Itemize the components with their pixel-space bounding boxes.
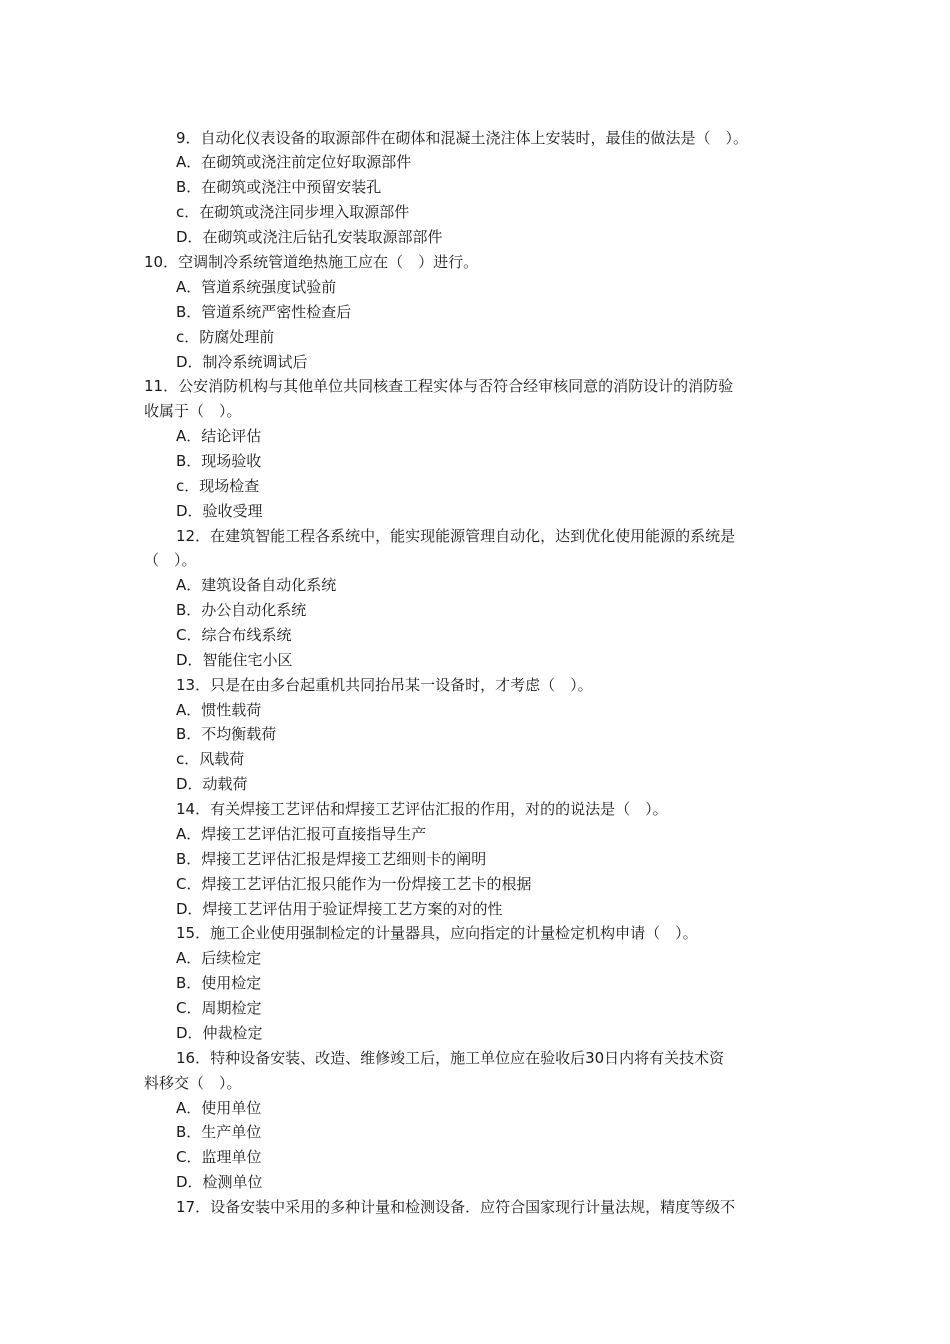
question-13-stem: 13．只是在由多台起重机共同抬吊某一设备时，才考虑（ ）。: [176, 676, 593, 694]
question-13-option-b: B．不均衡载荷: [176, 725, 277, 743]
question-9-option-c: c．在砌筑或浇注同步埋入取源部件: [176, 203, 410, 221]
question-15-option-b: B．使用检定: [176, 974, 262, 992]
question-10-stem: 10．空调制冷系统管道绝热施工应在（ ）进行。: [144, 253, 479, 271]
question-11-stem: 11．公安消防机构与其他单位共同核查工程实体与否符合经审核同意的消防设计的消防验: [144, 377, 734, 395]
question-10-option-b: B．管道系统严密性检查后: [176, 303, 352, 321]
question-17-stem: 17．设备安装中采用的多种计量和检测设备．应符合国家现行计量法规，精度等级不: [176, 1198, 736, 1216]
question-11-option-c: c．现场检查: [176, 477, 260, 495]
question-11-stem-cont: 收属于（ ）。: [144, 402, 242, 420]
question-16-option-a: A．使用单位: [176, 1099, 262, 1117]
question-13-option-d: D．动载荷: [176, 775, 248, 793]
question-16-option-b: B．生产单位: [176, 1123, 262, 1141]
question-16-stem-cont: 料移交（ ）。: [144, 1074, 242, 1092]
question-12-option-b: B．办公自动化系统: [176, 601, 307, 619]
question-15-option-c: C．周期检定: [176, 999, 262, 1017]
question-9-option-a: A．在砌筑或浇注前定位好取源部件: [176, 153, 412, 171]
question-11-option-d: D．验收受理: [176, 502, 263, 520]
question-15-option-d: D．仲裁检定: [176, 1024, 263, 1042]
question-14-option-a: A．焊接工艺评估汇报可直接指导生产: [176, 825, 427, 843]
question-14-option-c: C．焊接工艺评估汇报只能作为一份焊接工艺卡的根据: [176, 875, 532, 893]
question-13-option-a: A．惯性载荷: [176, 701, 262, 719]
question-15-option-a: A．后续检定: [176, 949, 262, 967]
question-11-option-a: A．结论评估: [176, 427, 262, 445]
question-13-option-c: c．风载荷: [176, 750, 245, 768]
question-12-stem-cont: （ ）。: [144, 551, 197, 569]
question-16-option-c: C．监理单位: [176, 1148, 262, 1166]
question-16-option-d: D．检测单位: [176, 1173, 263, 1191]
question-9-option-d: D．在砌筑或浇注后钻孔安装取源部部件: [176, 228, 443, 246]
question-12-option-c: C．综合布线系统: [176, 626, 292, 644]
question-16-stem: 16．特种设备安装、改造、维修竣工后，施工单位应在验收后30日内将有关技术资: [176, 1049, 725, 1067]
question-12-stem: 12．在建筑智能工程各系统中，能实现能源管理自动化，达到优化使用能源的系统是: [176, 527, 736, 545]
question-10-option-d: D．制冷系统调试后: [176, 353, 308, 371]
question-15-stem: 15．施工企业使用强制检定的计量器具，应向指定的计量检定机构申请（ ）。: [176, 924, 698, 942]
question-9-stem: 9．自动化仪表设备的取源部件在砌体和混凝土浇注体上安装时，最佳的做法是（ ）。: [176, 129, 749, 147]
question-12-option-a: A．建筑设备自动化系统: [176, 576, 337, 594]
question-10-option-a: A．管道系统强度试验前: [176, 278, 337, 296]
question-9-option-b: B．在砌筑或浇注中预留安装孔: [176, 178, 382, 196]
question-12-option-d: D．智能住宅小区: [176, 651, 293, 669]
question-10-option-c: c．防腐处理前: [176, 328, 275, 346]
question-14-option-d: D．焊接工艺评估用于验证焊接工艺方案的对的性: [176, 900, 503, 918]
question-11-option-b: B．现场验收: [176, 452, 262, 470]
question-14-option-b: B．焊接工艺评估汇报是焊接工艺细则卡的阐明: [176, 850, 487, 868]
question-14-stem: 14．有关焊接工艺评估和焊接工艺评估汇报的作用，对的的说法是（ ）。: [176, 800, 668, 818]
